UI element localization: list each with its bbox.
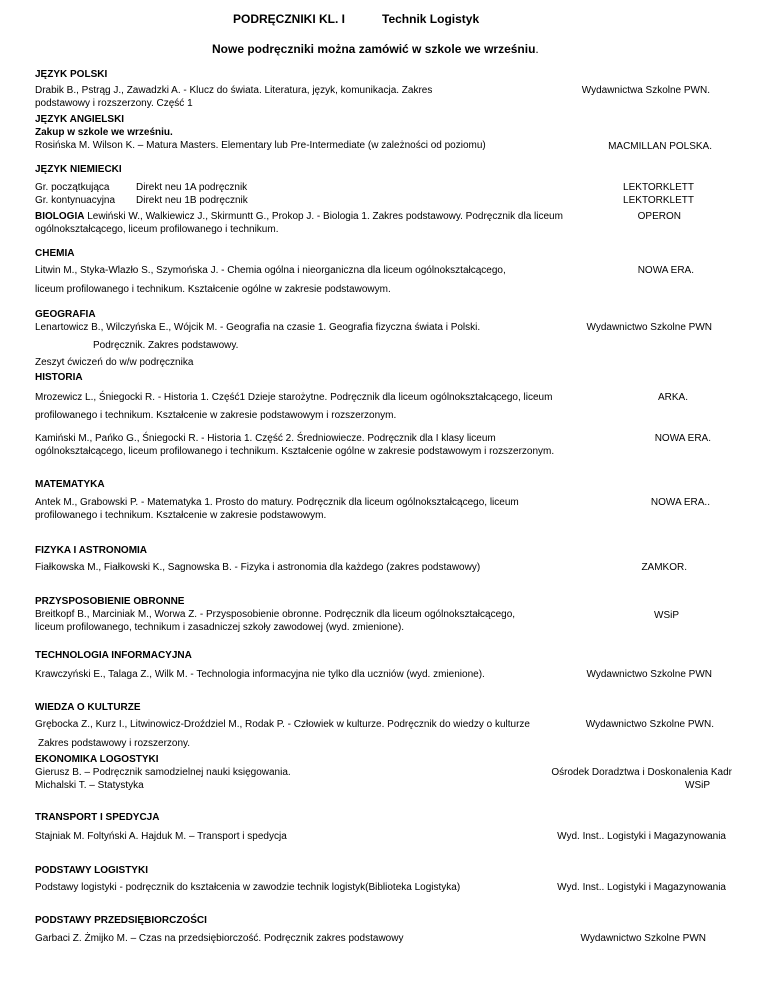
niemiecki-level-2: Gr. kontynuacyjna <box>35 195 116 206</box>
historia-book-2-publisher: NOWA ERA. <box>654 433 711 444</box>
niemiecki-book-1: Direkt neu 1A podręcznik <box>136 182 248 193</box>
historia-book-1-publisher: ARKA. <box>657 392 688 403</box>
chemia-publisher: NOWA ERA. <box>637 265 694 276</box>
section-heading-biologia: BIOLOGIA <box>35 211 85 222</box>
historia-book-1-line-2: profilowanego i technikum. Kształcenie w zakresie podstawowym i rozszerzonym. <box>35 410 397 421</box>
section-heading-geografia: GEOGRAFIA <box>35 309 96 320</box>
it-publisher: Wydawnictwo Szkolne PWN <box>586 669 712 680</box>
logistyka-line-1: Podstawy logistyki - podręcznik do kształcenia w zawodzie technik logistyk(Biblioteka Logistyka) <box>35 882 461 893</box>
section-heading-wok: WIEDZA O KULTURZE <box>35 702 141 713</box>
eko-publisher-2: WSiP <box>685 780 710 791</box>
angielski-note: Zakup w szkole we wrześniu. <box>35 127 173 138</box>
wok-line-2: Zakres podstawowy i rozszerzony. <box>38 738 191 749</box>
section-heading-logistyka: PODSTAWY LOGISTYKI <box>35 865 148 876</box>
section-heading-chemia: CHEMIA <box>35 248 75 259</box>
pp-publisher: Wydawnictwo Szkolne PWN <box>580 933 706 944</box>
transport-line-1: Stajniak M. Foltyński A. Hajduk M. – Transport i spedycja <box>35 831 287 842</box>
historia-book-2-line-1: Kamiński M., Pańko G., Śniegocki R. - Historia 1. Część 2. Średniowiecze. Podręcznik dla I klasy liceum <box>35 433 496 444</box>
historia-book-1-line-1: Mrozewicz L., Śniegocki R. - Historia 1. Część1 Dzieje starożytne. Podręcznik dla liceum ogólnokształcącego, liceum <box>35 392 553 403</box>
section-heading-transport: TRANSPORT I SPEDYCJA <box>35 812 160 823</box>
po-line-2: liceum profilowanego, technikum i zasadniczej szkoły zawodowej (wyd. zmienione). <box>35 622 405 633</box>
matematyka-publisher: NOWA ERA.. <box>650 497 710 508</box>
section-heading-polski: JĘZYK POLSKI <box>35 69 108 80</box>
biologia-line-2: ogólnokształcącego, liceum profilowanego i technikum. <box>35 224 279 235</box>
niemiecki-publisher-1: LEKTORKLETT <box>623 182 694 193</box>
section-heading-angielski: JĘZYK ANGIELSKI <box>35 114 125 125</box>
niemiecki-level-1: Gr. początkująca <box>35 182 110 193</box>
logistyka-publisher: Wyd. Inst.. Logistyki i Magazynowania <box>557 882 726 893</box>
section-heading-fizyka: FIZYKA I ASTRONOMIA <box>35 545 148 556</box>
page-title-left: PODRĘCZNIKI KL. I <box>233 12 346 26</box>
section-heading-eko: EKONOMIKA LOGOSTYKI <box>35 754 159 765</box>
biologia-line-1-text: Lewiński W., Walkiewicz J., Skirmuntt G., Prokop J. - Biologia 1. Zakres podstawowy. Podręcznik dla liceum <box>84 211 563 222</box>
section-heading-historia: HISTORIA <box>35 372 83 383</box>
geografia-publisher: Wydawnictwo Szkolne PWN <box>586 322 712 333</box>
po-publisher: WSiP <box>654 610 679 621</box>
wok-publisher: Wydawnictwo Szkolne PWN. <box>585 719 714 730</box>
biologia-publisher: OPERON <box>637 211 681 222</box>
geografia-line-2: Podręcznik. Zakres podstawowy. <box>93 340 239 351</box>
page-subtitle <box>212 42 539 56</box>
section-heading-po: PRZYSPOSOBIENIE OBRONNE <box>35 596 185 607</box>
chemia-line-2: liceum profilowanego i technikum. Kształcenie ogólne w zakresie podstawowym. <box>35 284 391 295</box>
section-heading-it: TECHNOLOGIA INFORMACYJNA <box>35 650 192 661</box>
geografia-line-3: Zeszyt ćwiczeń do w/w podręcznika <box>35 357 194 368</box>
biologia-line-1 <box>35 210 563 223</box>
eko-line-2: Michalski T. – Statystyka <box>35 780 144 791</box>
page-title-right: Technik Logistyk <box>382 12 480 26</box>
subtitle-text: Nowe podręczniki można zamówić w szkole we wrześniu <box>212 42 536 56</box>
eko-line-1: Gierusz B. – Podręcznik samodzielnej nauki księgowania. <box>35 767 291 778</box>
fizyka-line-1: Fiałkowska M., Fiałkowski K., Sagnowska B. - Fizyka i astronomia dla każdego (zakres podstawowy) <box>35 562 481 573</box>
polski-publisher: Wydawnictwa Szkolne PWN. <box>581 85 710 96</box>
niemiecki-book-2: Direkt neu 1B podręcznik <box>136 195 248 206</box>
it-line-1: Krawczyński E., Talaga Z., Wilk M. - Technologia informacyjna nie tylko dla uczniów (wyd. zmienione). <box>35 669 485 680</box>
transport-publisher: Wyd. Inst.. Logistyki i Magazynowania <box>557 831 726 842</box>
chemia-line-1: Litwin M., Styka-Wlazło S., Szymońska J. - Chemia ogólna i nieorganiczna dla liceum ogólnokształcącego, <box>35 265 506 276</box>
wok-line-1: Grębocka Z., Kurz I., Litwinowicz-Droździel M., Rodak P. - Człowiek w kulturze. Podręcznik do wiedzy o kulturze <box>35 719 530 730</box>
polski-line-2: podstawowy i rozszerzony. Część 1 <box>35 98 193 109</box>
po-line-1: Breitkopf B., Marciniak M., Worwa Z. - Przysposobienie obronne. Podręcznik dla liceum ogólnokształcącego, <box>35 609 516 620</box>
section-heading-pp: PODSTAWY PRZEDSIĘBIORCZOŚCI <box>35 915 207 926</box>
section-heading-niemiecki: JĘZYK NIEMIECKI <box>35 164 122 175</box>
angielski-publisher: MACMILLAN POLSKA. <box>608 141 712 152</box>
matematyka-line-2: profilowanego i technikum. Kształcenie w zakresie podstawowym. <box>35 510 327 521</box>
pp-line-1: Garbaci Z. Żmijko M. – Czas na przedsiębiorczość. Podręcznik zakres podstawowy <box>35 933 404 944</box>
subtitle-dot: . <box>535 42 539 56</box>
historia-book-2-line-2: ogólnokształcącego, liceum profilowanego i technikum. Kształcenie ogólne w zakresie podstawowym i rozszerzonym. <box>35 446 555 457</box>
eko-publisher-1: Ośrodek Doradztwa i Doskonalenia Kadr <box>551 767 732 778</box>
fizyka-publisher: ZAMKOR. <box>641 562 687 573</box>
polski-line-1: Drabik B., Pstrąg J., Zawadzki A. - Klucz do świata. Literatura, język, komunikacja. Zakres <box>35 85 433 96</box>
niemiecki-publisher-2: LEKTORKLETT <box>623 195 694 206</box>
angielski-line-1: Rosińska M. Wilson K. – Matura Masters. Elementary lub Pre-Intermediate (w zależności od poziomu) <box>35 140 486 151</box>
geografia-line-1: Lenartowicz B., Wilczyńska E., Wójcik M. - Geografia na czasie 1. Geografia fizyczna świata i Polski. <box>35 322 481 333</box>
matematyka-line-1: Antek M., Grabowski P. - Matematyka 1. Prosto do matury. Podręcznik dla liceum ogólnokształcącego, liceum <box>35 497 519 508</box>
section-heading-matematyka: MATEMATYKA <box>35 479 105 490</box>
